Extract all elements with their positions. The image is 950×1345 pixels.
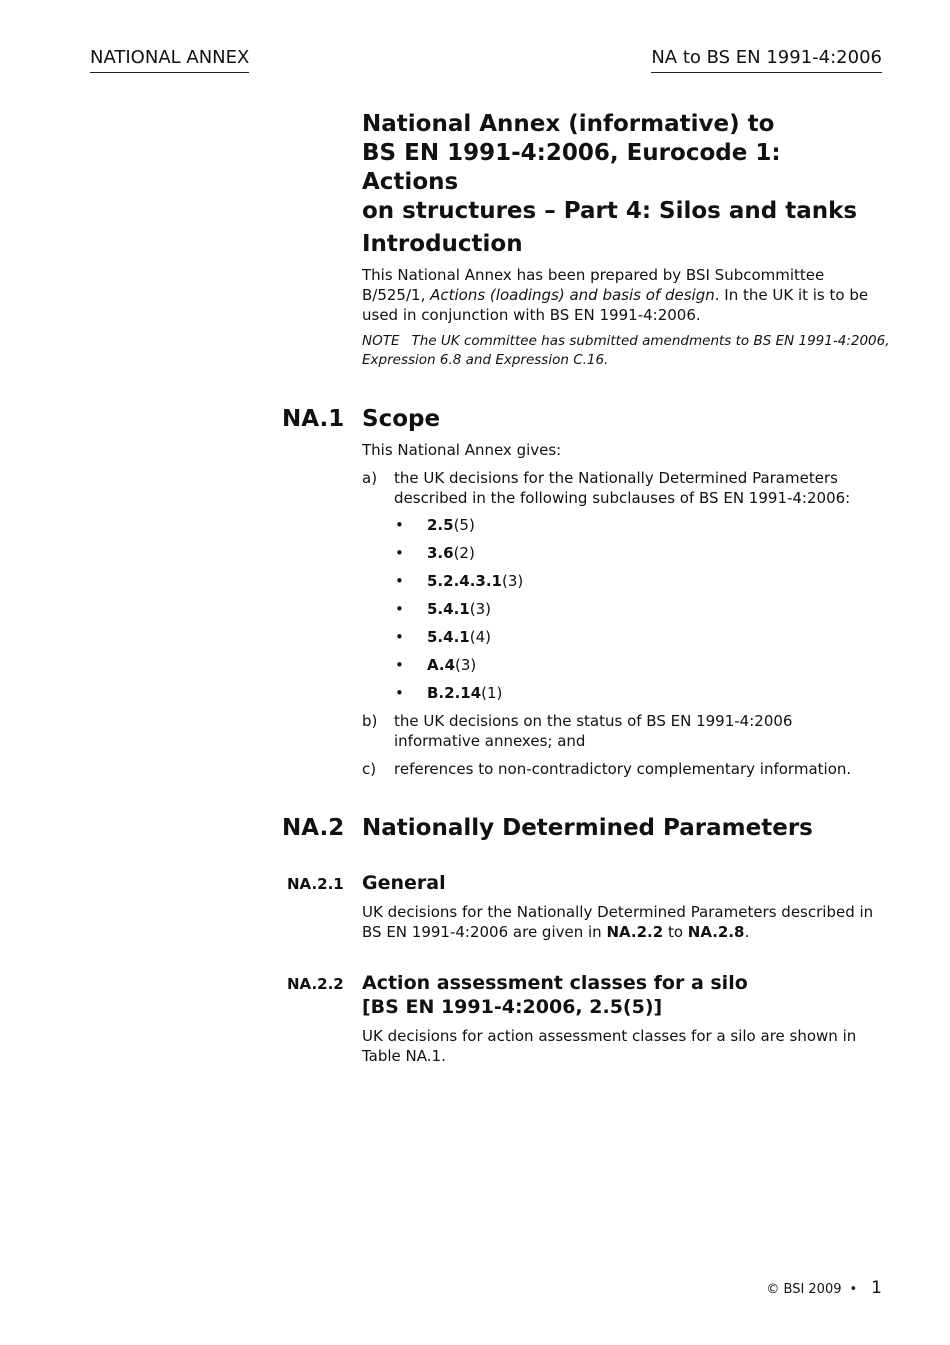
introduction-note [362,332,902,369]
note-label: NOTE [362,333,400,349]
copyright: © BSI 2009 [766,1282,842,1297]
introduction-heading: Introduction [362,231,523,257]
document-title [362,110,882,226]
subclause-paragraph: (3) [501,572,524,590]
general-text: to [663,923,688,941]
subclause-ref: 2.5 [427,516,454,534]
bullet-symbol: • [395,572,404,590]
subclause-paragraph: (2) [453,544,475,562]
list-item-b [362,711,882,751]
section-title-scope: Scope [362,406,441,432]
list-label: a) [362,469,378,487]
running-header-left: NATIONAL ANNEX [90,47,249,73]
subclause-paragraph: (3) [469,600,491,618]
footer-separator: • [849,1282,858,1297]
bullet-symbol: • [395,516,404,534]
bullet-symbol: • [395,628,404,646]
clause-ref: NA.2.8 [687,923,745,941]
list-item-c [362,759,882,779]
subclause-ref: A.4 [427,656,456,674]
general-paragraph [362,902,884,942]
subclause-paragraph: (5) [453,516,475,534]
subclause-ref: 5.4.1 [427,600,470,618]
intro-text: This National Annex has been prepared by BSI Subcommittee B/525/1, [362,266,825,304]
section-number-na1: NA.1 [282,406,345,432]
subclause-ref: B.2.14 [427,684,482,702]
intro-text: . In the UK it is to be used in conjunction with BS EN 1991-4:2006. [362,286,869,324]
scope-intro: This National Annex gives: [362,441,562,459]
page-footer [766,1277,882,1301]
section-number-na2: NA.2 [282,815,345,841]
bullet-symbol: • [395,544,404,562]
list-item-a [362,468,882,508]
general-text: UK decisions for the Nationally Determined Parameters described in BS EN 1991-4:2006 are given in [362,903,874,941]
clause-ref: NA.2.2 [606,923,664,941]
subclause-ref: 5.2.4.3.1 [427,572,502,590]
title-line: on structures – Part 4: Silos and tanks [362,198,858,224]
bullet-symbol: • [395,684,404,702]
subclause-paragraph: (3) [455,656,477,674]
subsection-title-line: [BS EN 1991-4:2006, 2.5(5)] [362,996,663,1018]
subclause-paragraph: (1) [481,684,503,702]
list-text: the UK decisions on the status of BS EN 1991-4:2006 informative annexes; and [394,712,793,750]
subclause-ref: 3.6 [427,544,454,562]
page-number: 1 [871,1278,882,1298]
list-text: the UK decisions for the Nationally Determined Parameters described in the following subclauses of BS EN 1991-4:2006: [394,469,851,507]
subsection-title-action-classes [362,971,748,1019]
subsection-title-line: Action assessment classes for a silo [362,972,748,994]
running-header-right: NA to BS EN 1991-4:2006 [651,47,882,73]
intro-italic-title: Actions (loadings) and basis of design [430,286,715,304]
list-label: b) [362,712,378,730]
list-label: c) [362,760,377,778]
title-line: National Annex (informative) to [362,111,775,137]
bullet-symbol: • [395,656,404,674]
subclause-paragraph: (4) [469,628,491,646]
introduction-paragraph [362,265,884,325]
subclause-ref: 5.4.1 [427,628,470,646]
section-title-ndp: Nationally Determined Parameters [362,815,813,841]
general-text: . [744,923,750,941]
list-text: references to non-contradictory complementary information. [394,760,852,778]
action-classes-paragraph: UK decisions for action assessment classes for a silo are shown in Table NA.1. [362,1027,857,1065]
subsection-title-general: General [362,872,446,894]
subsection-number-na21: NA.2.1 [287,875,344,893]
subsection-number-na22: NA.2.2 [287,975,344,993]
bullet-symbol: • [395,600,404,618]
title-line: BS EN 1991-4:2006, Eurocode 1: Actions [362,140,781,195]
note-text: The UK committee has submitted amendments to BS EN 1991-4:2006, Expression 6.8 and Expression C.16. [362,333,890,368]
